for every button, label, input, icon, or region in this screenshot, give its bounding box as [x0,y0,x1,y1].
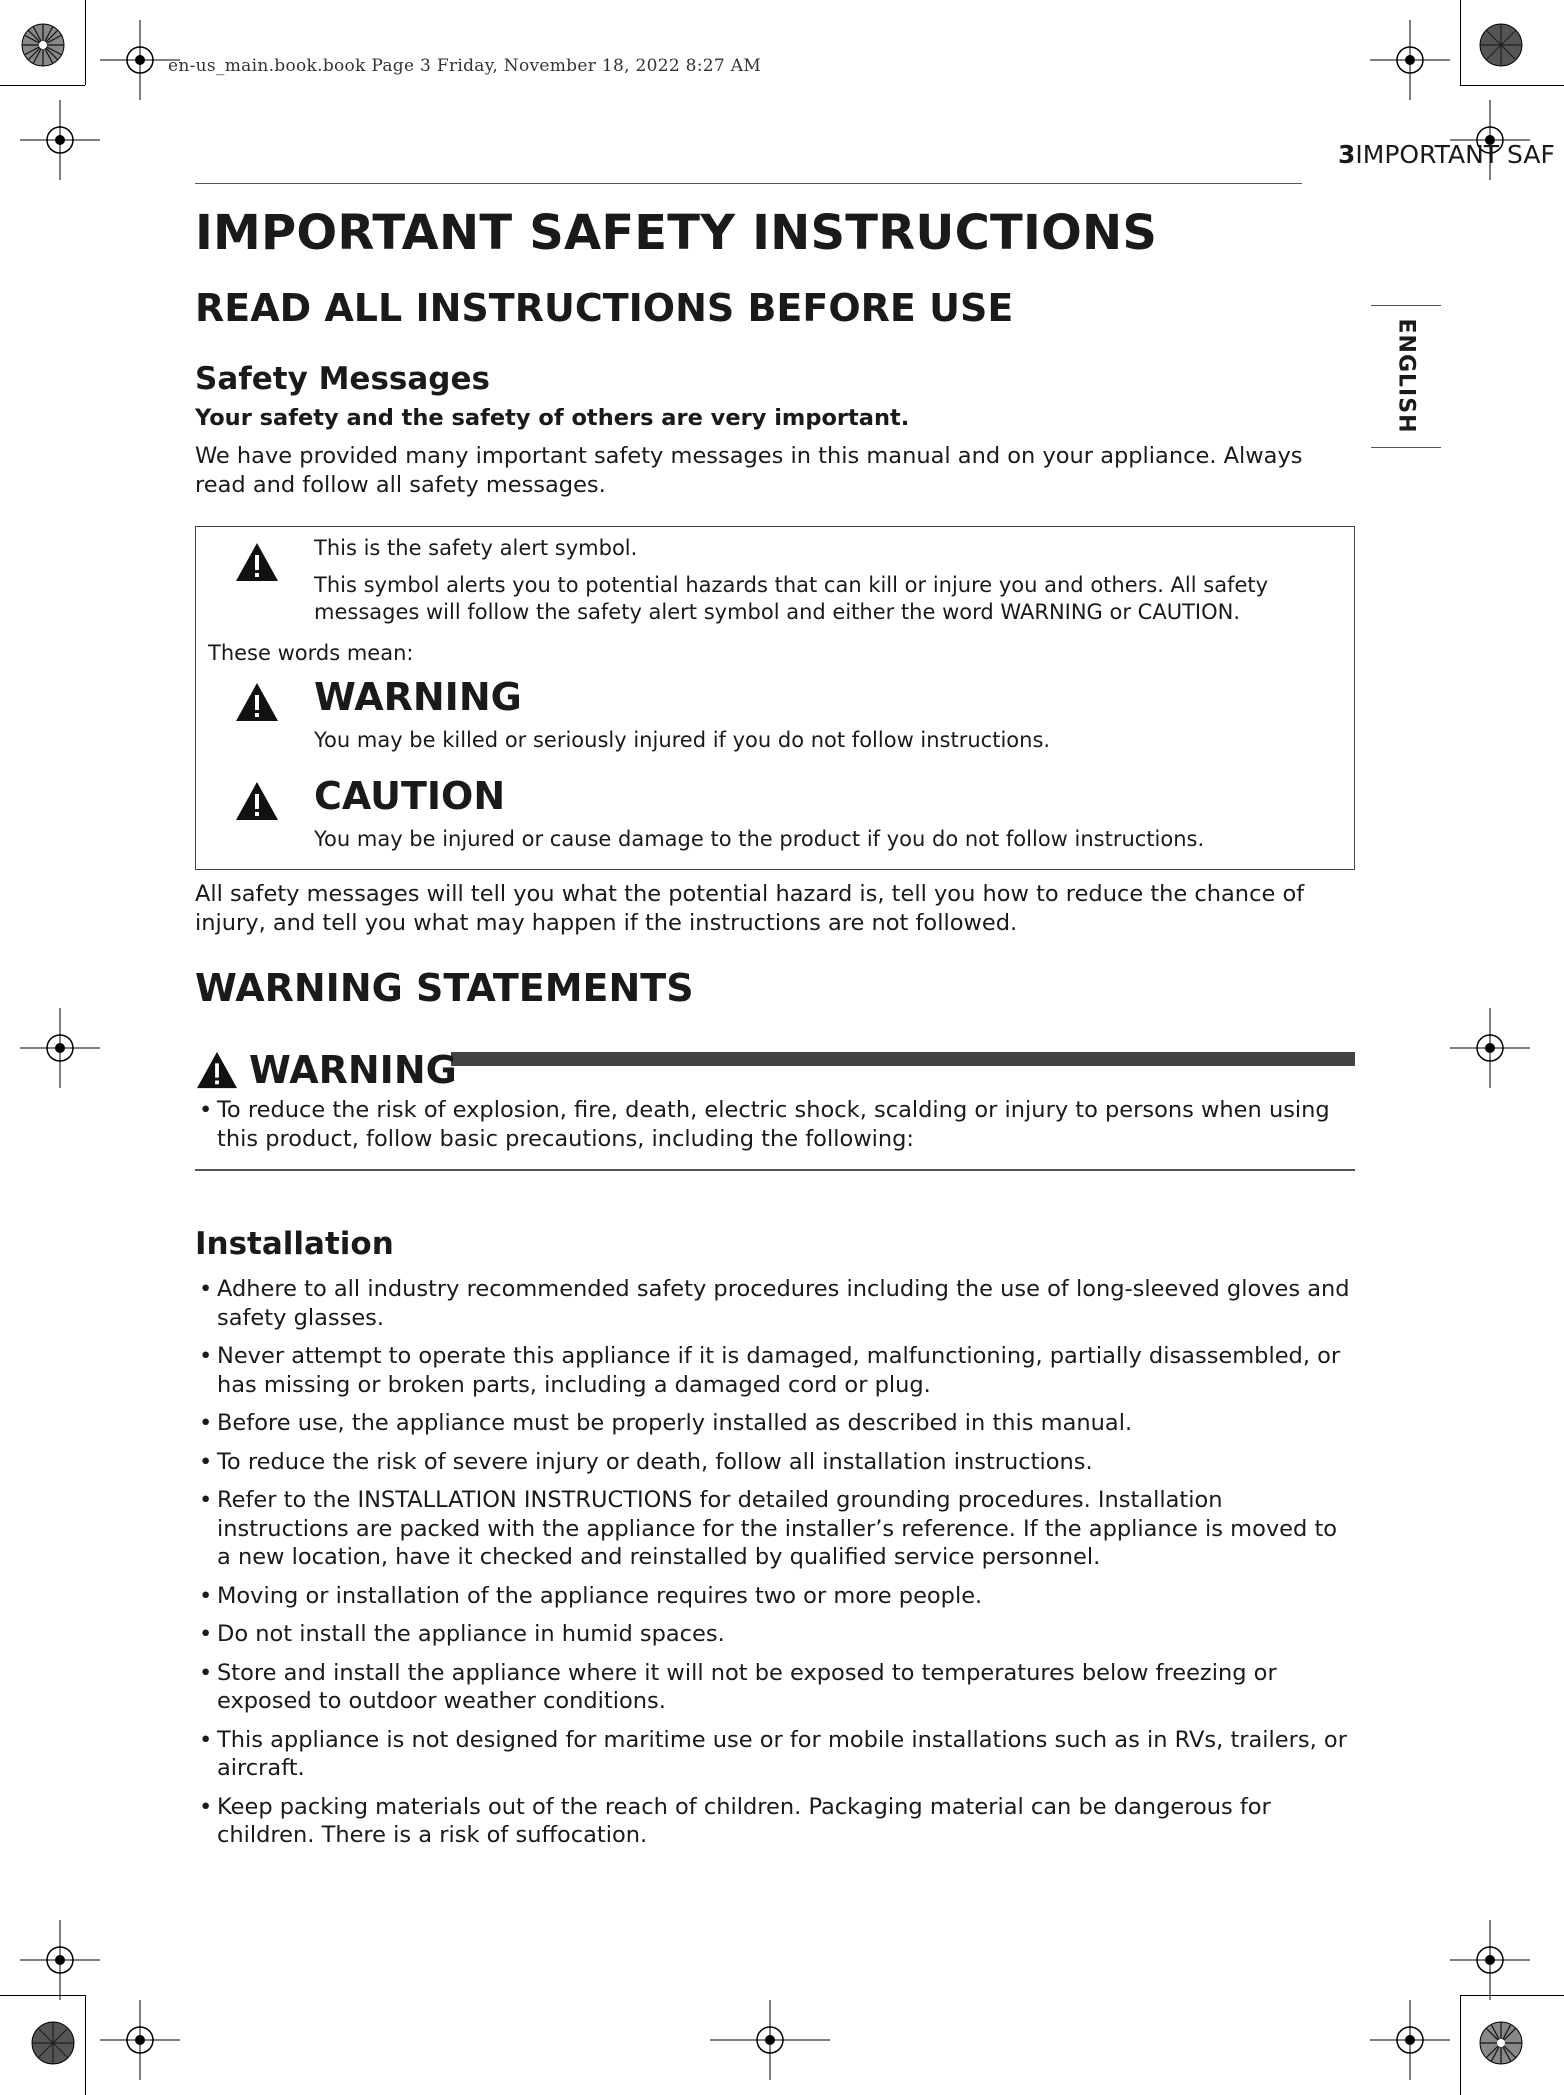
color-target-icon [1478,2020,1524,2066]
language-tab [1371,305,1441,448]
warning-bar [451,1052,1355,1066]
registration-mark-icon [20,1920,100,2000]
caution-icon [234,780,280,822]
installation-list [195,1275,1355,1850]
words-mean: These words mean: [208,641,414,665]
symbol-line: This is the safety alert symbol. [314,536,638,560]
page-content [195,198,1355,1860]
list-item: • To reduce the risk of severe injury or death, follow all installation instructions. [195,1448,1355,1477]
registration-mark-icon [1370,2000,1450,2080]
list-item: • Store and install the appliance where it will not be exposed to temperatures below freezing or exposed to outdoor weather conditions. [195,1659,1355,1716]
registration-mark-icon [1450,1008,1530,1088]
list-item: • Keep packing materials out of the reach of children. Packaging material can be dangerous for children. There is a risk of suffocation. [195,1793,1355,1850]
installation-heading: Installation [195,1226,394,1262]
list-item: • Before use, the appliance must be properly installed as described in this manual. [195,1409,1355,1438]
warning-description: You may be killed or seriously injured if you do not follow instructions. [314,728,1051,752]
caution-description: You may be injured or cause damage to the product if you do not follow instructions. [314,827,1205,851]
safety-alert-box [195,526,1355,870]
header-rule [195,183,1302,184]
list-item: • This appliance is not designed for maritime use or for mobile installations such as in RVs, trailers, or aircraft. [195,1726,1355,1783]
safety-intro: We have provided many important safety messages in this manual and on your appliance. Always read and follow all safety messages. [195,443,1303,498]
color-target-icon [1478,22,1524,68]
page-subtitle: READ ALL INSTRUCTIONS BEFORE USE [195,286,1014,330]
color-target-icon [20,22,66,68]
running-head-section: IMPORTANT SAF [1355,140,1555,169]
warning-title: WARNING [314,675,522,719]
list-item: • Do not install the appliance in humid spaces. [195,1620,1355,1649]
safety-messages-heading: Safety Messages [195,361,490,397]
warning-statements-heading: WARNING STATEMENTS [195,966,694,1010]
warning-icon [195,1050,239,1090]
print-header: en-us_main.book.book Page 3 Friday, November 18, 2022 8:27 AM [168,56,762,76]
registration-mark-icon [20,1008,100,1088]
warning-label: WARNING [249,1048,457,1092]
registration-mark-icon [710,2000,830,2080]
page-title: IMPORTANT SAFETY INSTRUCTIONS [195,205,1158,261]
registration-mark-icon [100,2000,180,2080]
warning-icon [234,681,280,723]
caution-signal-row [208,772,1342,863]
safety-alert-icon [234,541,280,583]
language-tab-label: ENGLISH [1393,318,1419,434]
warning-header [195,1044,1355,1092]
registration-mark-icon [1450,1920,1530,2000]
registration-mark-icon [20,100,100,180]
list-item: • Moving or installation of the appliance requires two or more people. [195,1582,1355,1611]
safety-bold-line: Your safety and the safety of others are very important. [195,405,910,431]
page-number: 3 [1338,140,1356,169]
list-item: • Refer to the INSTALLATION INSTRUCTIONS for detailed grounding procedures. Installation instructions are packed with the appliance for the installer’s reference. If the appliance is moved to a new location, have it checked and reinstalled by qualified service personnel. [195,1486,1355,1572]
symbol-description: This symbol alerts you to potential hazards that can kill or injure you and others. All safety messages will follow the safety alert symbol and either the word WARNING or CAUTION. [314,573,1269,624]
warning-list [195,1096,1355,1153]
list-item: • To reduce the risk of explosion, fire, death, electric shock, scalding or injury to persons when using this product, follow basic precautions, including the following: [195,1096,1355,1153]
color-target-icon [30,2020,76,2066]
running-head [1338,140,1555,169]
warning-bottom-rule [195,1169,1355,1171]
after-box-text: All safety messages will tell you what the potential hazard is, tell you how to reduce the chance of injury, and tell you what may happen if the instructions are not followed. [195,881,1305,936]
registration-mark-icon [1370,20,1450,100]
caution-title: CAUTION [314,774,506,818]
list-item: • Adhere to all industry recommended safety procedures including the use of long-sleeved gloves and safety glasses. [195,1275,1355,1332]
warning-signal-row [208,673,1342,764]
list-item: • Never attempt to operate this appliance if it is damaged, malfunctioning, partially disassembled, or has missing or broken parts, including a damaged cord or plug. [195,1342,1355,1399]
